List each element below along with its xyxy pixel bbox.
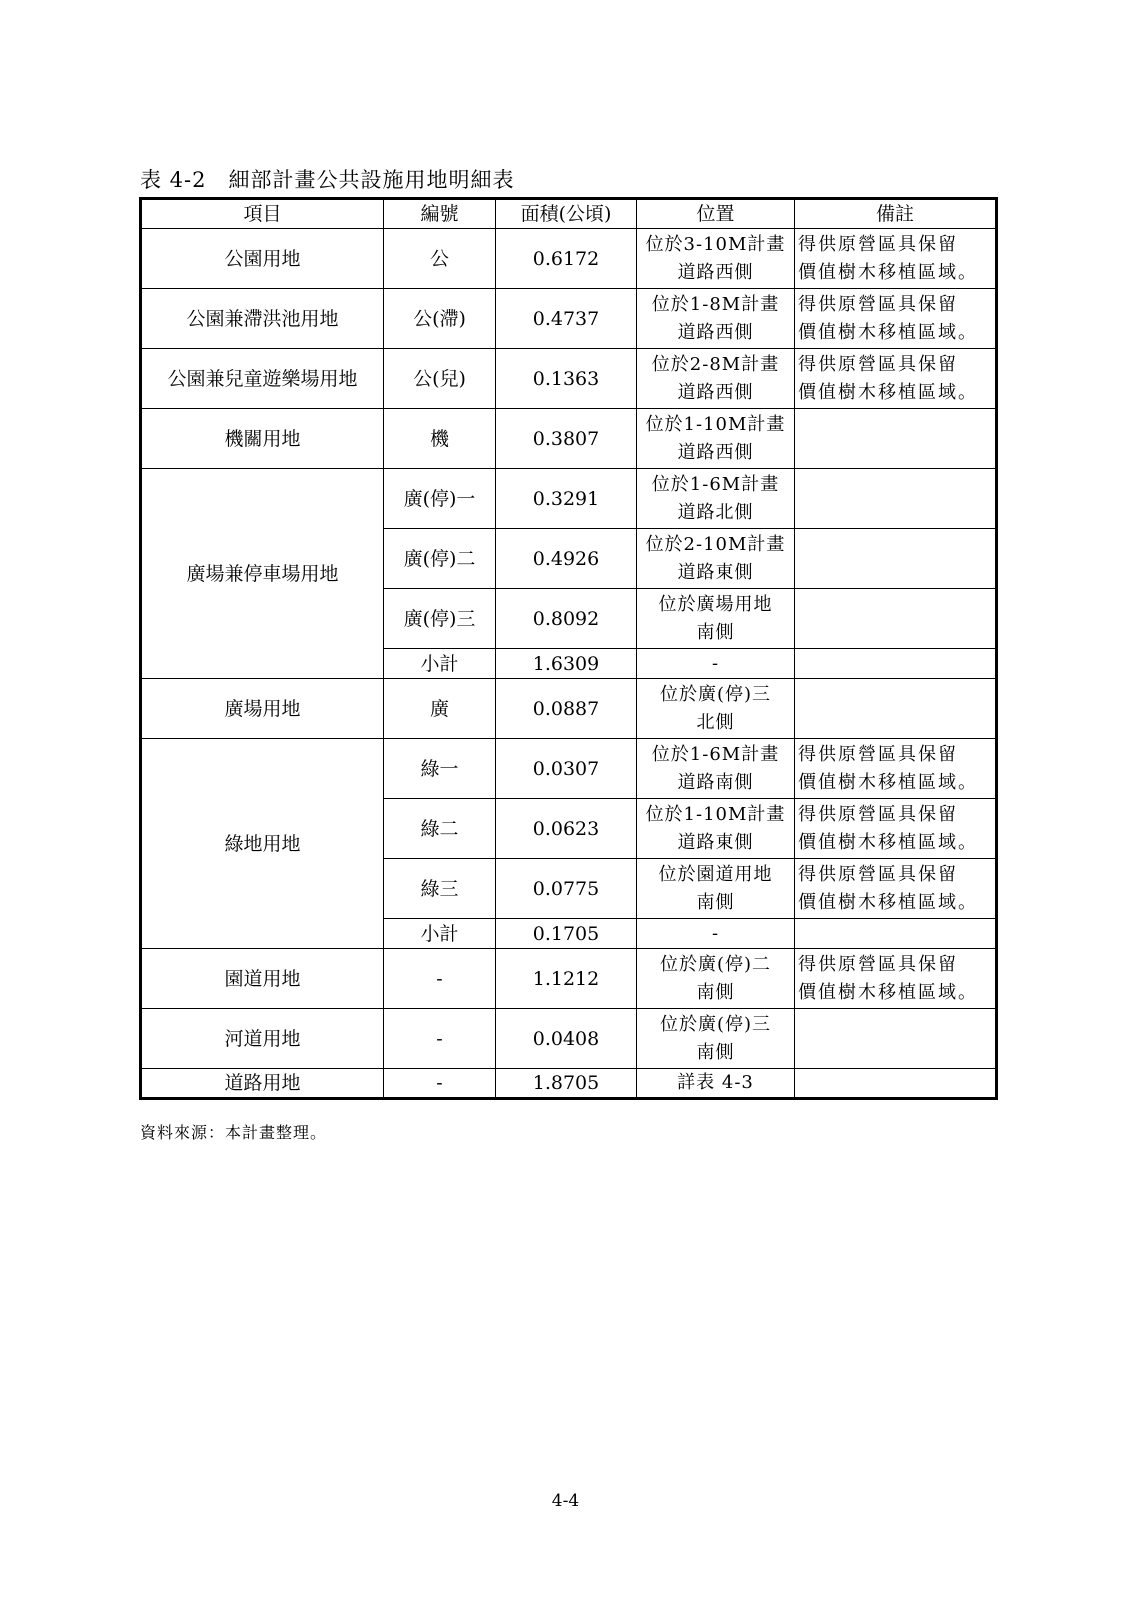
row-area-line: 0.0775 <box>532 877 600 900</box>
row-note <box>795 679 997 739</box>
row-item-line: 綠地用地 <box>224 832 301 855</box>
row-item-line: 廣場用地 <box>224 697 301 720</box>
page-number: 4-4 <box>551 1491 580 1511</box>
row-note <box>795 859 997 919</box>
facility-table <box>139 197 998 1100</box>
row-code <box>384 349 496 409</box>
row-note <box>795 919 997 949</box>
row-code <box>384 859 496 919</box>
row-item <box>141 679 384 739</box>
row-item <box>141 1009 384 1069</box>
row-location-line: - <box>711 922 720 944</box>
row-location <box>637 919 795 949</box>
row-area <box>496 679 637 739</box>
row-location-line: 位於1-10M計畫 <box>645 803 786 825</box>
row-note-line: 得供原營區具保留 <box>798 863 958 885</box>
row-area <box>496 1009 637 1069</box>
row-item <box>141 949 384 1009</box>
row-location-line: 位於2-8M計畫 <box>651 353 780 375</box>
row-note <box>795 289 997 349</box>
row-location-line: 道路西側 <box>677 381 754 403</box>
row-location <box>637 529 795 589</box>
table-row <box>141 409 997 469</box>
row-code-line: 綠一 <box>420 757 459 780</box>
row-item-line: 河道用地 <box>224 1027 301 1050</box>
row-note-line: 價值樹木移植區域。 <box>798 831 978 853</box>
row-note <box>795 229 997 289</box>
table-row <box>141 349 997 409</box>
row-location <box>637 409 795 469</box>
row-code-line: 綠三 <box>420 877 459 900</box>
table-title: 細部計畫公共設施用地明細表 <box>228 168 515 192</box>
row-area <box>496 349 637 409</box>
row-location-line: 位於3-10M計畫 <box>645 233 786 255</box>
row-area <box>496 529 637 589</box>
row-location-line: 位於園道用地 <box>658 863 773 885</box>
row-code <box>384 1069 496 1099</box>
row-area-line: 0.0623 <box>532 817 600 840</box>
row-code-line: 小計 <box>420 922 459 945</box>
row-code-line: - <box>436 967 443 990</box>
header-location: 位置 <box>637 199 795 229</box>
row-area <box>496 589 637 649</box>
row-area <box>496 1069 637 1099</box>
row-note <box>795 739 997 799</box>
row-code-line: 公(兒) <box>413 367 466 390</box>
row-area-line: 0.0307 <box>532 757 600 780</box>
table-row <box>141 289 997 349</box>
table-number: 表 4-2 <box>140 168 207 192</box>
row-item-line: 機關用地 <box>224 427 301 450</box>
row-location <box>637 289 795 349</box>
row-location-line: 位於1-8M計畫 <box>651 293 780 315</box>
row-note-line: 價值樹木移植區域。 <box>798 981 978 1003</box>
row-note-line: 得供原營區具保留 <box>798 743 958 765</box>
table-row <box>141 1069 997 1099</box>
row-location-line: 道路南側 <box>677 771 754 793</box>
row-item <box>141 469 384 679</box>
row-item <box>141 739 384 949</box>
row-note <box>795 409 997 469</box>
row-code <box>384 1009 496 1069</box>
row-area-line: 0.3807 <box>532 427 600 450</box>
row-code-line: - <box>436 1027 443 1050</box>
row-location <box>637 859 795 919</box>
row-code <box>384 949 496 1009</box>
row-location <box>637 469 795 529</box>
row-area-line: 0.8092 <box>532 607 600 630</box>
row-location-line: 北側 <box>696 711 735 733</box>
row-location-line: 位於廣(停)二 <box>659 953 772 975</box>
row-code <box>384 589 496 649</box>
row-location <box>637 799 795 859</box>
row-area-line: 0.0408 <box>532 1027 600 1050</box>
table-row <box>141 469 997 529</box>
header-code: 編號 <box>384 199 496 229</box>
row-location-line: 位於1-6M計畫 <box>651 743 780 765</box>
row-item <box>141 349 384 409</box>
row-note <box>795 1009 997 1069</box>
row-area <box>496 289 637 349</box>
row-code-line: 機 <box>429 427 449 450</box>
row-item <box>141 409 384 469</box>
table-row <box>141 679 997 739</box>
row-location-line: 道路西側 <box>677 321 754 343</box>
row-location-line: 南側 <box>696 981 735 1003</box>
row-location-line: - <box>711 652 720 674</box>
row-area-line: 1.8705 <box>532 1072 600 1094</box>
row-location-line: 位於1-6M計畫 <box>651 473 780 495</box>
row-note-line: 得供原營區具保留 <box>798 233 958 255</box>
row-note <box>795 349 997 409</box>
row-note <box>795 649 997 679</box>
row-item-line: 公園用地 <box>224 247 301 270</box>
row-code-line: - <box>436 1072 443 1094</box>
row-area-line: 0.4926 <box>532 547 600 570</box>
row-note <box>795 949 997 1009</box>
row-location-line: 位於廣場用地 <box>658 593 773 615</box>
table-row <box>141 229 997 289</box>
row-location <box>637 1069 795 1099</box>
row-note <box>795 799 997 859</box>
row-location-line: 道路東側 <box>677 561 754 583</box>
row-location <box>637 229 795 289</box>
row-location-line: 南側 <box>696 621 735 643</box>
row-area-line: 0.4737 <box>532 307 600 330</box>
row-code-line: 公 <box>429 247 449 270</box>
row-location-line: 道路北側 <box>677 501 754 523</box>
row-area <box>496 649 637 679</box>
row-area <box>496 229 637 289</box>
row-location-line: 位於廣(停)三 <box>659 1013 772 1035</box>
row-item <box>141 229 384 289</box>
row-note-line: 得供原營區具保留 <box>798 353 958 375</box>
row-code <box>384 289 496 349</box>
row-code-line: 公(滯) <box>413 307 466 330</box>
row-code <box>384 469 496 529</box>
row-code-line: 綠二 <box>420 817 459 840</box>
table-row <box>141 1009 997 1069</box>
row-area <box>496 949 637 1009</box>
row-code <box>384 649 496 679</box>
row-code <box>384 919 496 949</box>
row-location <box>637 1009 795 1069</box>
header-note: 備註 <box>795 199 997 229</box>
header-area: 面積(公頃) <box>496 199 637 229</box>
row-area <box>496 919 637 949</box>
row-location <box>637 649 795 679</box>
row-item <box>141 1069 384 1099</box>
row-item-line: 園道用地 <box>224 967 301 990</box>
row-note-line: 價值樹木移植區域。 <box>798 261 978 283</box>
row-code-line: 廣(停)一 <box>403 487 476 510</box>
row-location-line: 位於2-10M計畫 <box>645 533 786 555</box>
row-area <box>496 469 637 529</box>
table-caption <box>140 164 515 194</box>
row-location-line: 詳表 4-3 <box>677 1072 754 1093</box>
row-location-line: 位於廣(停)三 <box>659 683 772 705</box>
table-body <box>141 229 997 1099</box>
row-area <box>496 799 637 859</box>
row-code-line: 小計 <box>420 652 459 675</box>
row-code-line: 廣(停)二 <box>403 547 476 570</box>
row-area-line: 0.0887 <box>532 697 600 720</box>
row-area <box>496 739 637 799</box>
row-item-line: 道路用地 <box>224 1072 301 1094</box>
row-area-line: 0.3291 <box>532 487 600 510</box>
row-code <box>384 739 496 799</box>
row-item-line: 公園兼兒童遊樂場用地 <box>167 367 358 390</box>
row-area <box>496 409 637 469</box>
row-area-line: 0.1363 <box>532 367 600 390</box>
row-code-line: 廣(停)三 <box>403 607 476 630</box>
row-area-line: 0.6172 <box>532 247 600 270</box>
row-area <box>496 859 637 919</box>
header-row <box>141 199 997 229</box>
row-location <box>637 739 795 799</box>
table-row <box>141 739 997 799</box>
row-location <box>637 949 795 1009</box>
row-location-line: 道路西側 <box>677 441 754 463</box>
table-source: 資料來源：本計畫整理。 <box>140 1123 328 1142</box>
row-item-line: 公園兼滯洪池用地 <box>186 307 339 330</box>
row-note-line: 價值樹木移植區域。 <box>798 381 978 403</box>
row-note <box>795 1069 997 1099</box>
table-row <box>141 949 997 1009</box>
row-item <box>141 289 384 349</box>
row-location-line: 南側 <box>696 891 735 913</box>
row-area-line: 1.1212 <box>532 967 600 990</box>
row-location <box>637 679 795 739</box>
row-note <box>795 529 997 589</box>
row-location-line: 南側 <box>696 1041 735 1063</box>
row-note-line: 得供原營區具保留 <box>798 293 958 315</box>
row-note-line: 價值樹木移植區域。 <box>798 891 978 913</box>
row-note <box>795 589 997 649</box>
row-code-line: 廣 <box>429 697 449 720</box>
row-area-line: 0.1705 <box>532 922 600 945</box>
row-note <box>795 469 997 529</box>
row-code <box>384 229 496 289</box>
row-location <box>637 589 795 649</box>
row-note-line: 得供原營區具保留 <box>798 803 958 825</box>
row-note-line: 價值樹木移植區域。 <box>798 771 978 793</box>
row-code <box>384 799 496 859</box>
row-note-line: 得供原營區具保留 <box>798 953 958 975</box>
row-note-line: 價值樹木移植區域。 <box>798 321 978 343</box>
row-location-line: 道路東側 <box>677 831 754 853</box>
row-code <box>384 679 496 739</box>
row-location-line: 道路西側 <box>677 261 754 283</box>
header-item: 項目 <box>141 199 384 229</box>
row-location-line: 位於1-10M計畫 <box>645 413 786 435</box>
row-code <box>384 529 496 589</box>
row-area-line: 1.6309 <box>532 652 600 675</box>
row-code <box>384 409 496 469</box>
row-item-line: 廣場兼停車場用地 <box>186 562 339 585</box>
row-location <box>637 349 795 409</box>
